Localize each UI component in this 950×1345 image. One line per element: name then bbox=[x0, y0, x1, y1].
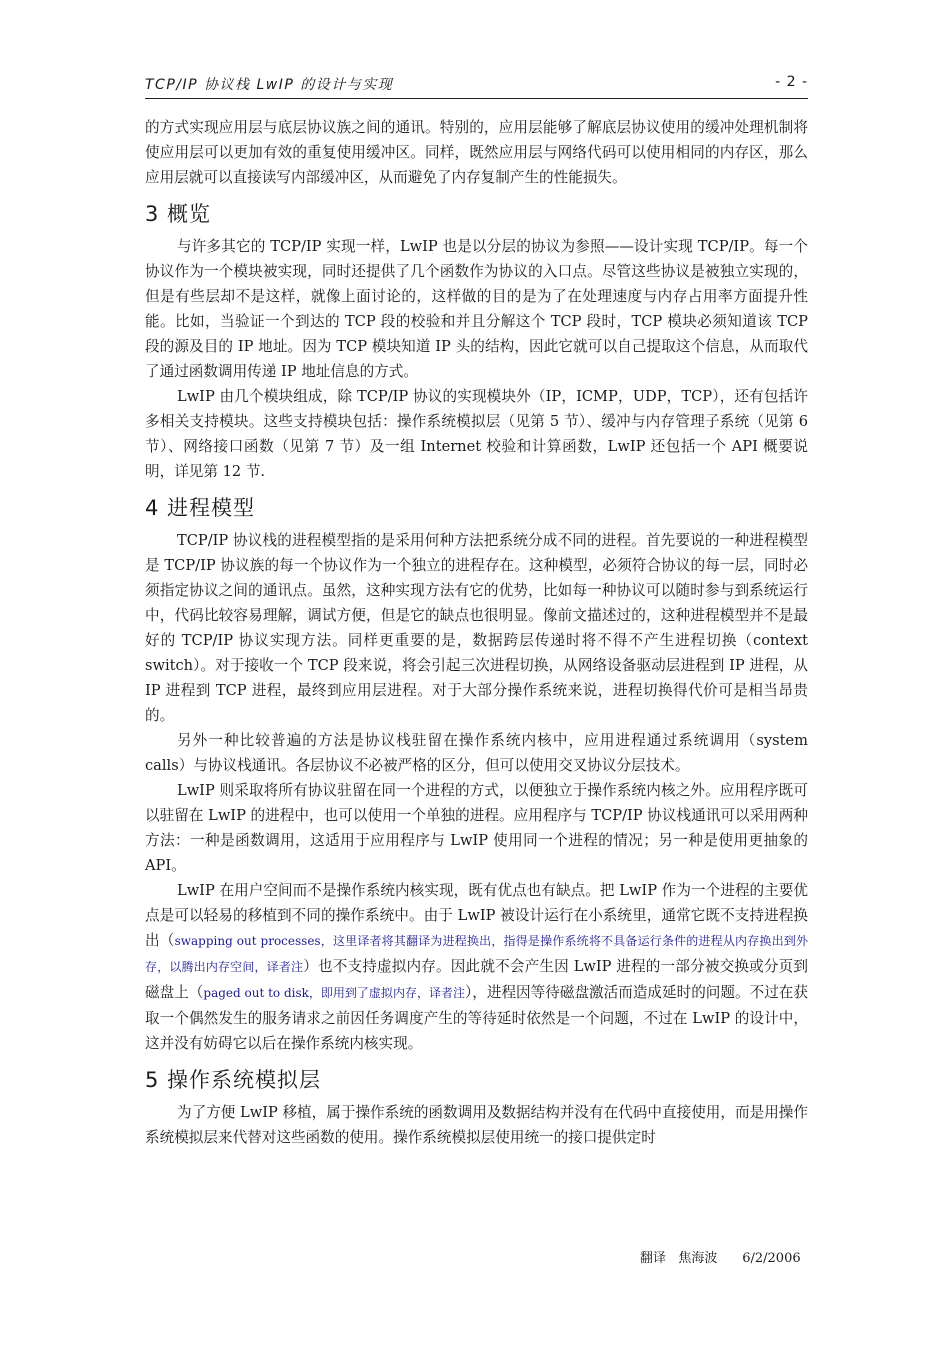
translator-note: swapping out processes，这里译者将其翻译为进程换出，指得是操作系统将不具备运行条件的进程从内存换出到外存，以腾出内存空间，译者注 bbox=[145, 934, 808, 974]
paragraph-text: LwIP 在用户空间而不是操作系统内核实现，既有优点也有缺点。把 LwIP 作为一个进程的主要优点是可以轻易的移植到不同的操作系统中。由于 LwIP 被设计运行在小系统里，通常它既不支持进程换出（ bbox=[145, 882, 808, 949]
translator-note: paged out to disk，即用到了虚拟内存，译者注 bbox=[203, 986, 465, 1000]
footer-translator: 焦海波 bbox=[678, 1251, 718, 1266]
paragraph-text: ）也不支持虚拟内存。因此就不会产生因 LwIP 进程的一部分被交换或分页到磁盘上（ bbox=[145, 958, 808, 1001]
intro-paragraph: 的方式实现应用层与底层协议族之间的通讯。特别的，应用层能够了解底层协议使用的缓冲处理机制将使应用层可以更加有效的重复使用缓冲区。同样，既然应用层与网络代码可以使用相同的内存区，那么应用层就可以直接读写内部缓冲区，从而避免了内存复制产生的性能损失。 bbox=[145, 119, 808, 186]
section-4-heading: 4 进程模型 bbox=[145, 496, 256, 520]
section-4-paragraph-2: 另外一种比较普遍的方法是协议栈驻留在操作系统内核中，应用进程通过系统调用（system calls）与协议栈通讯。各层协议不必被严格的区分，但可以使用交叉协议分层技术。 bbox=[145, 732, 808, 774]
footer-date: 6/2/2006 bbox=[742, 1251, 801, 1266]
section-3-paragraph-1: 与许多其它的 TCP/IP 实现一样，LwIP 也是以分层的协议为参照——设计实现 TCP/IP。每一个协议作为一个模块被实现，同时还提供了几个函数作为协议的入口点。尽管这些协议是被独立实现的，但是有些层却不是这样，就像上面讨论的，这样做的目的是为了在处理速度与内存占用率方面提升性能。比如，当验证一个到达的 TCP 段的校验和并且分解这个 TCP 段时，TCP 模块必须知道该 TCP 段的源及目的 IP 地址。因为 TCP 模块知道 IP 头的结构，因此它就可以自己提取这个信息，从而取代了通过函数调用传递 IP 地址信息的方式。 bbox=[145, 238, 808, 380]
section-3-heading: 3 概览 bbox=[145, 202, 212, 226]
section-5-paragraph-1: 为了方便 LwIP 移植，属于操作系统的函数调用及数据结构并没有在代码中直接使用，而是用操作系统模拟层来代替对这些函数的使用。操作系统模拟层使用统一的接口提供定时 bbox=[145, 1104, 808, 1146]
section-5-heading: 5 操作系统模拟层 bbox=[145, 1068, 322, 1092]
section-3-paragraph-2: LwIP 由几个模块组成，除 TCP/IP 协议的实现模块外（IP，ICMP，UDP，TCP），还有包括许多相关支持模块。这些支持模块包括：操作系统模拟层（见第 5 节）、缓冲与内存管理子系统（见第 6 节）、网络接口函数（见第 7 节）及一组 Internet 校验和计算函数，LwIP 还包括一个 API 概要说明，详见第 12 节. bbox=[145, 388, 808, 480]
document-body bbox=[145, 115, 808, 1150]
page-number: - 2 - bbox=[775, 74, 808, 90]
footer-label: 翻译 bbox=[640, 1251, 667, 1266]
section-4-paragraph-4 bbox=[145, 878, 808, 1056]
section-4-paragraph-3: LwIP 则采取将所有协议驻留在同一个进程的方式，以便独立于操作系统内核之外。应用程序既可以驻留在 LwIP 的进程中，也可以使用一个单独的进程。应用程序与 TCP/IP 协议栈通讯可以采用两种方法：一种是函数调用，这适用于应用程序与 LwIP 使用同一个进程的情况；另一种是使用更抽象的 API。 bbox=[145, 782, 808, 874]
header-title: TCP/IP 协议栈 LwIP 的设计与实现 bbox=[145, 77, 394, 93]
paragraph-text: ），进程因等待磁盘激活而造成延时的问题。不过在获取一个偶然发生的服务请求之前因任务调度产生的等待延时依然是一个问题，不过在 LwIP 的设计中，这并没有妨碍它以后在操作系统内核实现。 bbox=[145, 984, 808, 1052]
page-footer bbox=[640, 1247, 801, 1266]
section-4-paragraph-1: TCP/IP 协议栈的进程模型指的是采用何种方法把系统分成不同的进程。首先要说的一种进程模型是 TCP/IP 协议族的每一个协议作为一个独立的进程存在。这种模型，必须符合协议的每一层，同时必须指定协议之间的通讯点。虽然，这种实现方法有它的优势，比如每一种协议可以随时参与到系统运行中，代码比较容易理解，调试方便，但是它的缺点也很明显。像前文描述过的，这种进程模型并不是最好的 TCP/IP 协议实现方法。同样更重要的是，数据跨层传递时将不得不产生进程切换（context switch）。对于接收一个 TCP 段来说，将会引起三次进程切换，从网络设备驱动层进程到 IP 进程，从 IP 进程到 TCP 进程，最终到应用层进程。对于大部分操作系统来说，进程切换得代价可是相当昂贵的。 bbox=[145, 532, 808, 724]
page-header bbox=[145, 70, 808, 99]
